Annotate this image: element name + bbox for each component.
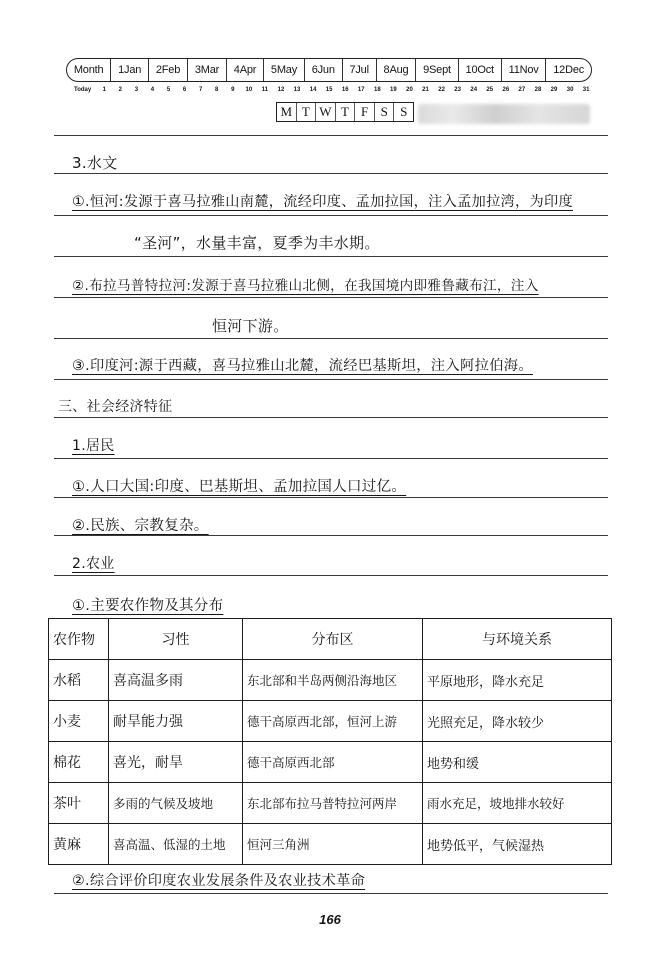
- note-ethnic-religion: ②.民族、宗教复杂。: [72, 518, 209, 534]
- day-number: 12: [277, 87, 285, 93]
- page-number: 166: [319, 912, 341, 927]
- month-tab: 12Dec: [545, 59, 591, 81]
- table-cell: 喜高温、低湿的土地: [109, 824, 243, 865]
- day-number: 22: [438, 87, 445, 93]
- note-population: ①.人口大国:印度、巴基斯坦、孟加拉国人口过亿。: [72, 479, 407, 495]
- day-number: 6: [182, 87, 187, 93]
- ruled-line: [54, 215, 608, 216]
- month-tab: 4Apr: [226, 59, 263, 81]
- section-heading-socioeconomic: 三、社会经济特征: [58, 399, 173, 415]
- day-number: 28: [534, 87, 542, 93]
- ruled-line: [54, 458, 608, 459]
- month-tab: 5May: [263, 59, 304, 81]
- ruled-line: [54, 535, 608, 536]
- ruled-line: [54, 893, 608, 894]
- table-cell: 黄麻: [49, 824, 109, 865]
- note-brahmaputra-line-1: ②.布拉马普特拉河:发源于喜马拉雅山北侧，在我国境内即雅鲁藏布江，注入: [72, 278, 539, 294]
- column-header: 分布区: [243, 619, 423, 660]
- column-header: 农作物: [49, 619, 109, 660]
- day-number: 31: [582, 87, 590, 93]
- ruled-line: [54, 256, 608, 257]
- column-header: 与环境关系: [423, 619, 612, 660]
- ruled-line: [54, 297, 608, 298]
- day-number: 30: [566, 87, 574, 93]
- table-cell: 雨水充足，坡地排水较好: [423, 783, 612, 824]
- day-number: 8: [215, 87, 219, 93]
- table-cell: 东北部和半岛两侧沿海地区: [243, 660, 423, 701]
- month-tab: 8Aug: [376, 59, 416, 81]
- table-cell: 棉花: [49, 742, 109, 783]
- ruled-line: [54, 379, 608, 380]
- note-brahmaputra-line-2: 恒河下游。: [212, 317, 289, 335]
- table-row: [49, 742, 612, 783]
- scan-smudge: [418, 104, 590, 124]
- day-number: 14: [309, 87, 317, 93]
- month-tab: 2Feb: [148, 59, 187, 81]
- month-tab: 7Jul: [342, 59, 376, 81]
- table-cell: 地势和缓: [423, 742, 612, 783]
- table-row: [49, 701, 612, 742]
- month-tab: 9Sept: [415, 59, 457, 81]
- weekday-cell: F: [354, 103, 374, 121]
- month-tab: 6Jun: [304, 59, 342, 81]
- table-cell: 喜高温多雨: [109, 660, 243, 701]
- table-cell: 恒河三角洲: [243, 824, 423, 865]
- ruled-line: [54, 338, 608, 339]
- table-cell: 平原地形，降水充足: [423, 660, 612, 701]
- section-heading-hydrology: 3.水文: [72, 154, 118, 172]
- table-cell: 小麦: [49, 701, 109, 742]
- table-cell: 喜光，耐旱: [109, 742, 243, 783]
- weekday-cell: S: [393, 103, 413, 121]
- weekday-cell: S: [374, 103, 394, 121]
- day-number: 5: [166, 87, 171, 93]
- day-number: 2: [118, 87, 122, 93]
- day-number: 7: [198, 87, 203, 93]
- day-number: 17: [357, 87, 365, 93]
- table-cell: 耐旱能力强: [109, 701, 243, 742]
- today-label: Today: [74, 87, 92, 93]
- weekday-cell: W: [315, 103, 335, 121]
- day-number: 10: [245, 87, 253, 93]
- ruled-line: [54, 417, 608, 418]
- sub-heading-residents: 1.居民: [72, 438, 115, 454]
- day-number: 29: [550, 87, 558, 93]
- weekday-cell: M: [280, 104, 293, 119]
- month-tab: Month: [73, 64, 104, 76]
- table-row: [49, 660, 612, 701]
- day-number: 25: [486, 87, 494, 93]
- crop-table: [48, 618, 612, 865]
- day-number: 18: [373, 87, 381, 93]
- month-tab: 3Mar: [187, 59, 226, 81]
- table-cell: 德干高原西北部，恒河上游: [243, 701, 423, 742]
- day-number: 3: [134, 87, 139, 93]
- weekday-cell: T: [335, 103, 355, 121]
- ruled-line: [54, 135, 608, 136]
- month-tab-strip: [66, 58, 592, 82]
- ruled-line: [54, 497, 608, 498]
- day-number: 4: [150, 87, 155, 93]
- table-cell: 东北部布拉马普特拉河两岸: [243, 783, 423, 824]
- table-cell: 地势低平，气候湿热: [423, 824, 612, 865]
- note-evaluate-agriculture: ②.综合评价印度农业发展条件及农业技术革命: [72, 873, 366, 889]
- month-tab: 11Nov: [501, 59, 546, 81]
- ruled-line: [54, 173, 608, 174]
- day-number: 26: [502, 87, 510, 93]
- day-number: 23: [454, 87, 461, 93]
- table-header-row: [49, 619, 612, 660]
- day-number: 21: [422, 87, 429, 93]
- ruled-line: [54, 575, 608, 576]
- table-cell: 多雨的气候及坡地: [109, 783, 243, 824]
- day-number: 13: [293, 87, 301, 93]
- note-ganges-line-2: “圣河”，水量丰富，夏季为丰水期。: [134, 234, 380, 252]
- table-cell: 光照充足，降水较少: [423, 701, 612, 742]
- day-number: 20: [406, 87, 413, 93]
- month-tab: 10Oct: [458, 59, 501, 81]
- day-number: 15: [325, 87, 333, 93]
- sub-heading-agriculture: 2.农业: [72, 556, 115, 572]
- table-row: [49, 783, 612, 824]
- column-header: 习性: [109, 619, 243, 660]
- weekday-box: [276, 102, 414, 122]
- day-number: 24: [470, 87, 478, 93]
- note-ganges-line-1: ①.恒河:发源于喜马拉雅山南麓，流经印度、孟加拉国，注入孟加拉湾，为印度: [72, 194, 573, 210]
- weekday-cell: T: [296, 103, 316, 121]
- month-tab: 1Jan: [110, 59, 148, 81]
- day-number: 1: [102, 87, 106, 93]
- table-cell: 德干高原西北部: [243, 742, 423, 783]
- day-number: 11: [261, 87, 269, 93]
- table-heading-crops: ①.主要农作物及其分布: [72, 598, 224, 614]
- day-number: 9: [231, 87, 235, 93]
- day-number-row: [74, 85, 594, 95]
- day-number: 19: [390, 87, 397, 93]
- day-number: 16: [341, 87, 349, 93]
- table-cell: 水稻: [49, 660, 109, 701]
- day-number: 27: [518, 87, 526, 93]
- table-cell: 茶叶: [49, 783, 109, 824]
- note-indus: ③.印度河:源于西藏，喜马拉雅山北麓，流经巴基斯坦，注入阿拉伯海。: [72, 358, 533, 374]
- table-row: [49, 824, 612, 865]
